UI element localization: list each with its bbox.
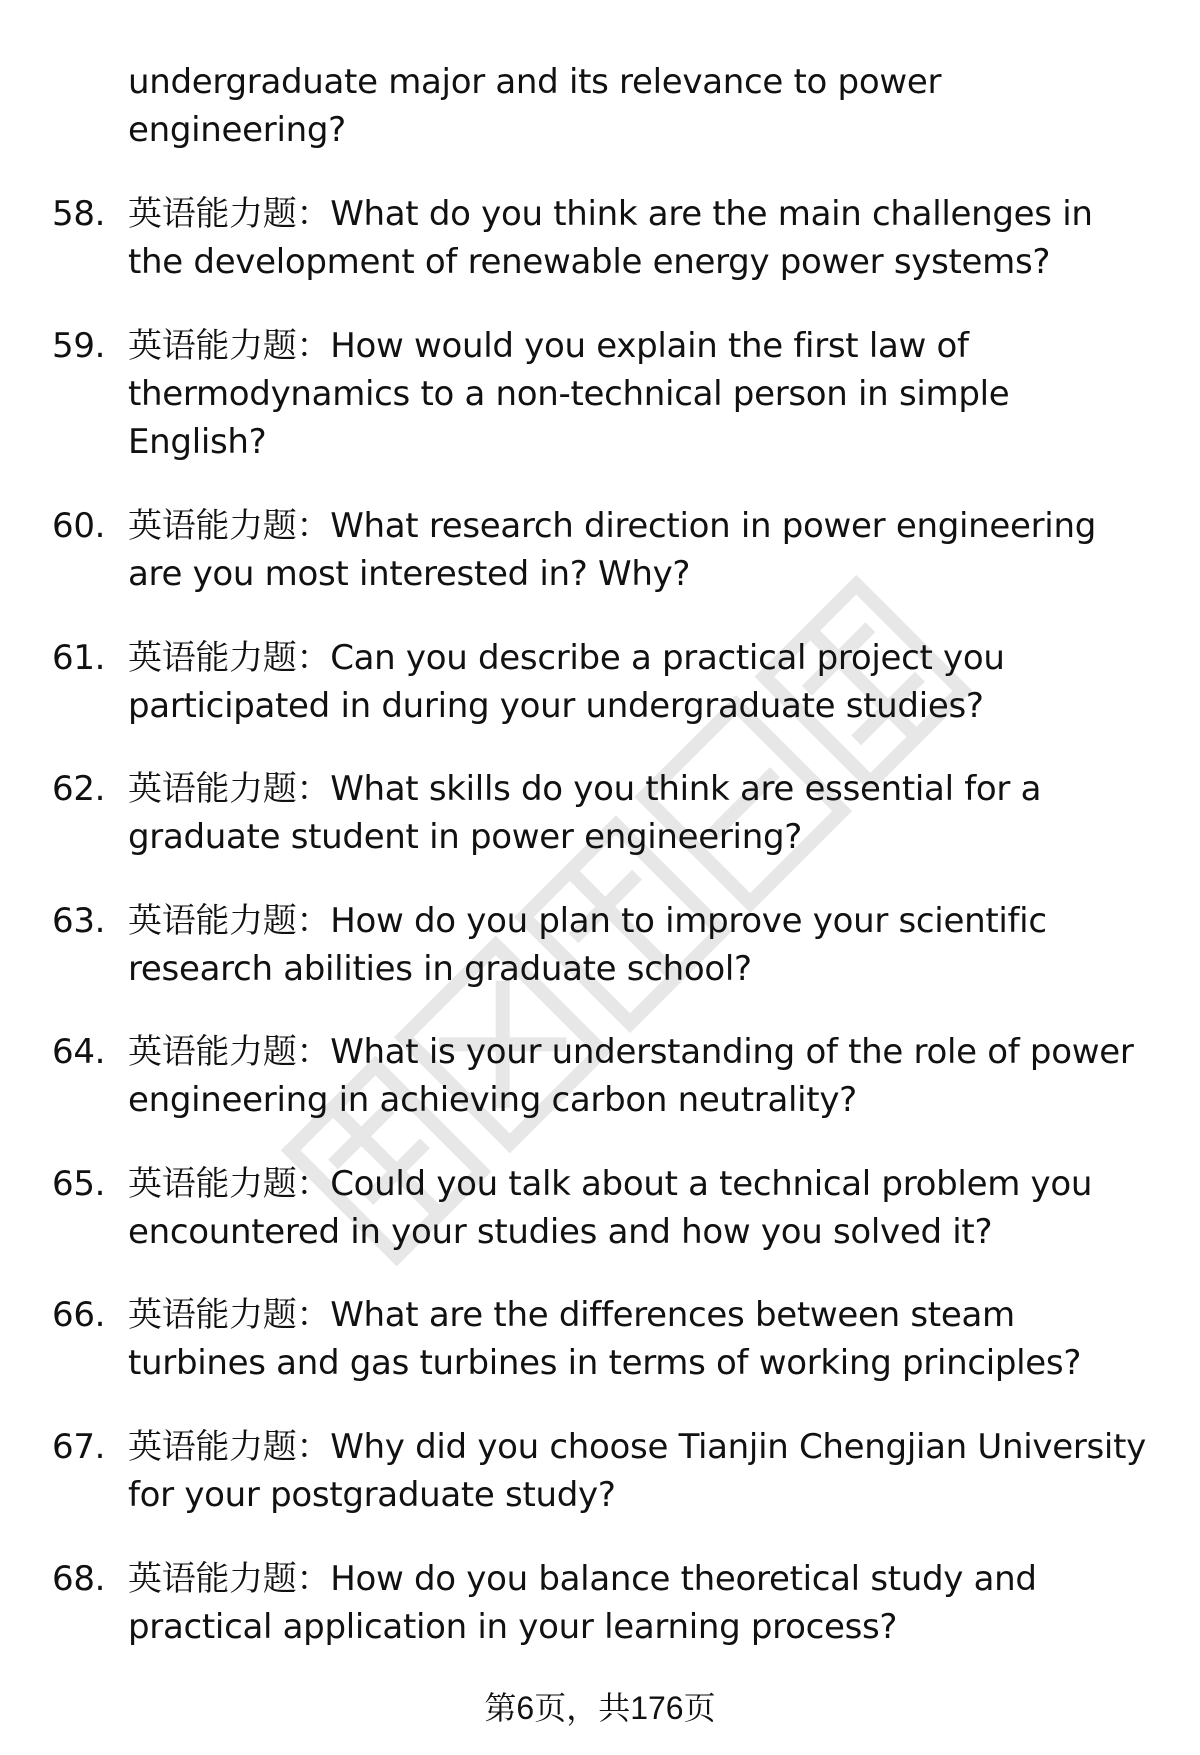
question-item [52, 1160, 1152, 1256]
question-category: 英语能力题： [128, 1559, 331, 1599]
question-item [52, 897, 1152, 993]
question-text: Could you talk about a technical problem you encountered in your studies and how you solved it? [128, 1164, 1093, 1252]
question-item [52, 190, 1152, 286]
question-category: 英语能力题： [128, 506, 331, 546]
question-item [52, 1423, 1152, 1519]
question-category: 英语能力题： [128, 638, 331, 678]
question-text: How do you plan to improve your scientific research abilities in graduate school? [128, 901, 1047, 989]
question-item [52, 765, 1152, 861]
question-number: 59. [52, 326, 106, 366]
question-number: 64. [52, 1032, 106, 1072]
question-number: 60. [52, 506, 106, 546]
question-number: 61. [52, 638, 106, 678]
question-number: 67. [52, 1427, 106, 1467]
question-category: 英语能力题： [128, 1032, 331, 1072]
question-item [52, 322, 1152, 466]
question-category: 英语能力题： [128, 1427, 331, 1467]
question-number: 65. [52, 1164, 106, 1204]
question-number: 58. [52, 194, 106, 234]
question-text: How would you explain the first law of thermodynamics to a non-technical person in simple English? [128, 326, 1010, 462]
question-category: 英语能力题： [128, 326, 331, 366]
question-text: What do you think are the main challenges in the development of renewable energy power systems? [128, 194, 1093, 282]
question-number: 66. [52, 1295, 106, 1335]
question-item [52, 502, 1152, 598]
question-text: How do you balance theoretical study and practical application in your learning process? [128, 1559, 1037, 1647]
question-text: What is your understanding of the role of power engineering in achieving carbon neutrality? [128, 1032, 1134, 1120]
continuation-text: undergraduate major and its relevance to power engineering? [128, 62, 942, 150]
question-number: 63. [52, 901, 106, 941]
question-category: 英语能力题： [128, 1295, 331, 1335]
question-number: 68. [52, 1559, 106, 1599]
question-item [52, 1028, 1152, 1124]
question-text: Why did you choose Tianjin Chengjian University for your postgraduate study? [128, 1427, 1146, 1515]
question-text: What skills do you think are essential for a graduate student in power engineering? [128, 769, 1042, 857]
question-item [52, 1555, 1152, 1651]
question-category: 英语能力题： [128, 769, 331, 809]
question-item [52, 1291, 1152, 1387]
question-category: 英语能力题： [128, 1164, 331, 1204]
question-text: What research direction in power engineering are you most interested in? Why? [128, 506, 1096, 594]
question-text: Can you describe a practical project you participated in during your undergraduate studies? [128, 638, 1005, 726]
question-category: 英语能力题： [128, 901, 331, 941]
question-item [52, 634, 1152, 730]
question-category: 英语能力题： [128, 194, 331, 234]
question-text: What are the differences between steam turbines and gas turbines in terms of working principles? [128, 1295, 1082, 1383]
page-number-footer: 第6页，共176页 [484, 1690, 716, 1726]
question-number: 62. [52, 769, 106, 809]
